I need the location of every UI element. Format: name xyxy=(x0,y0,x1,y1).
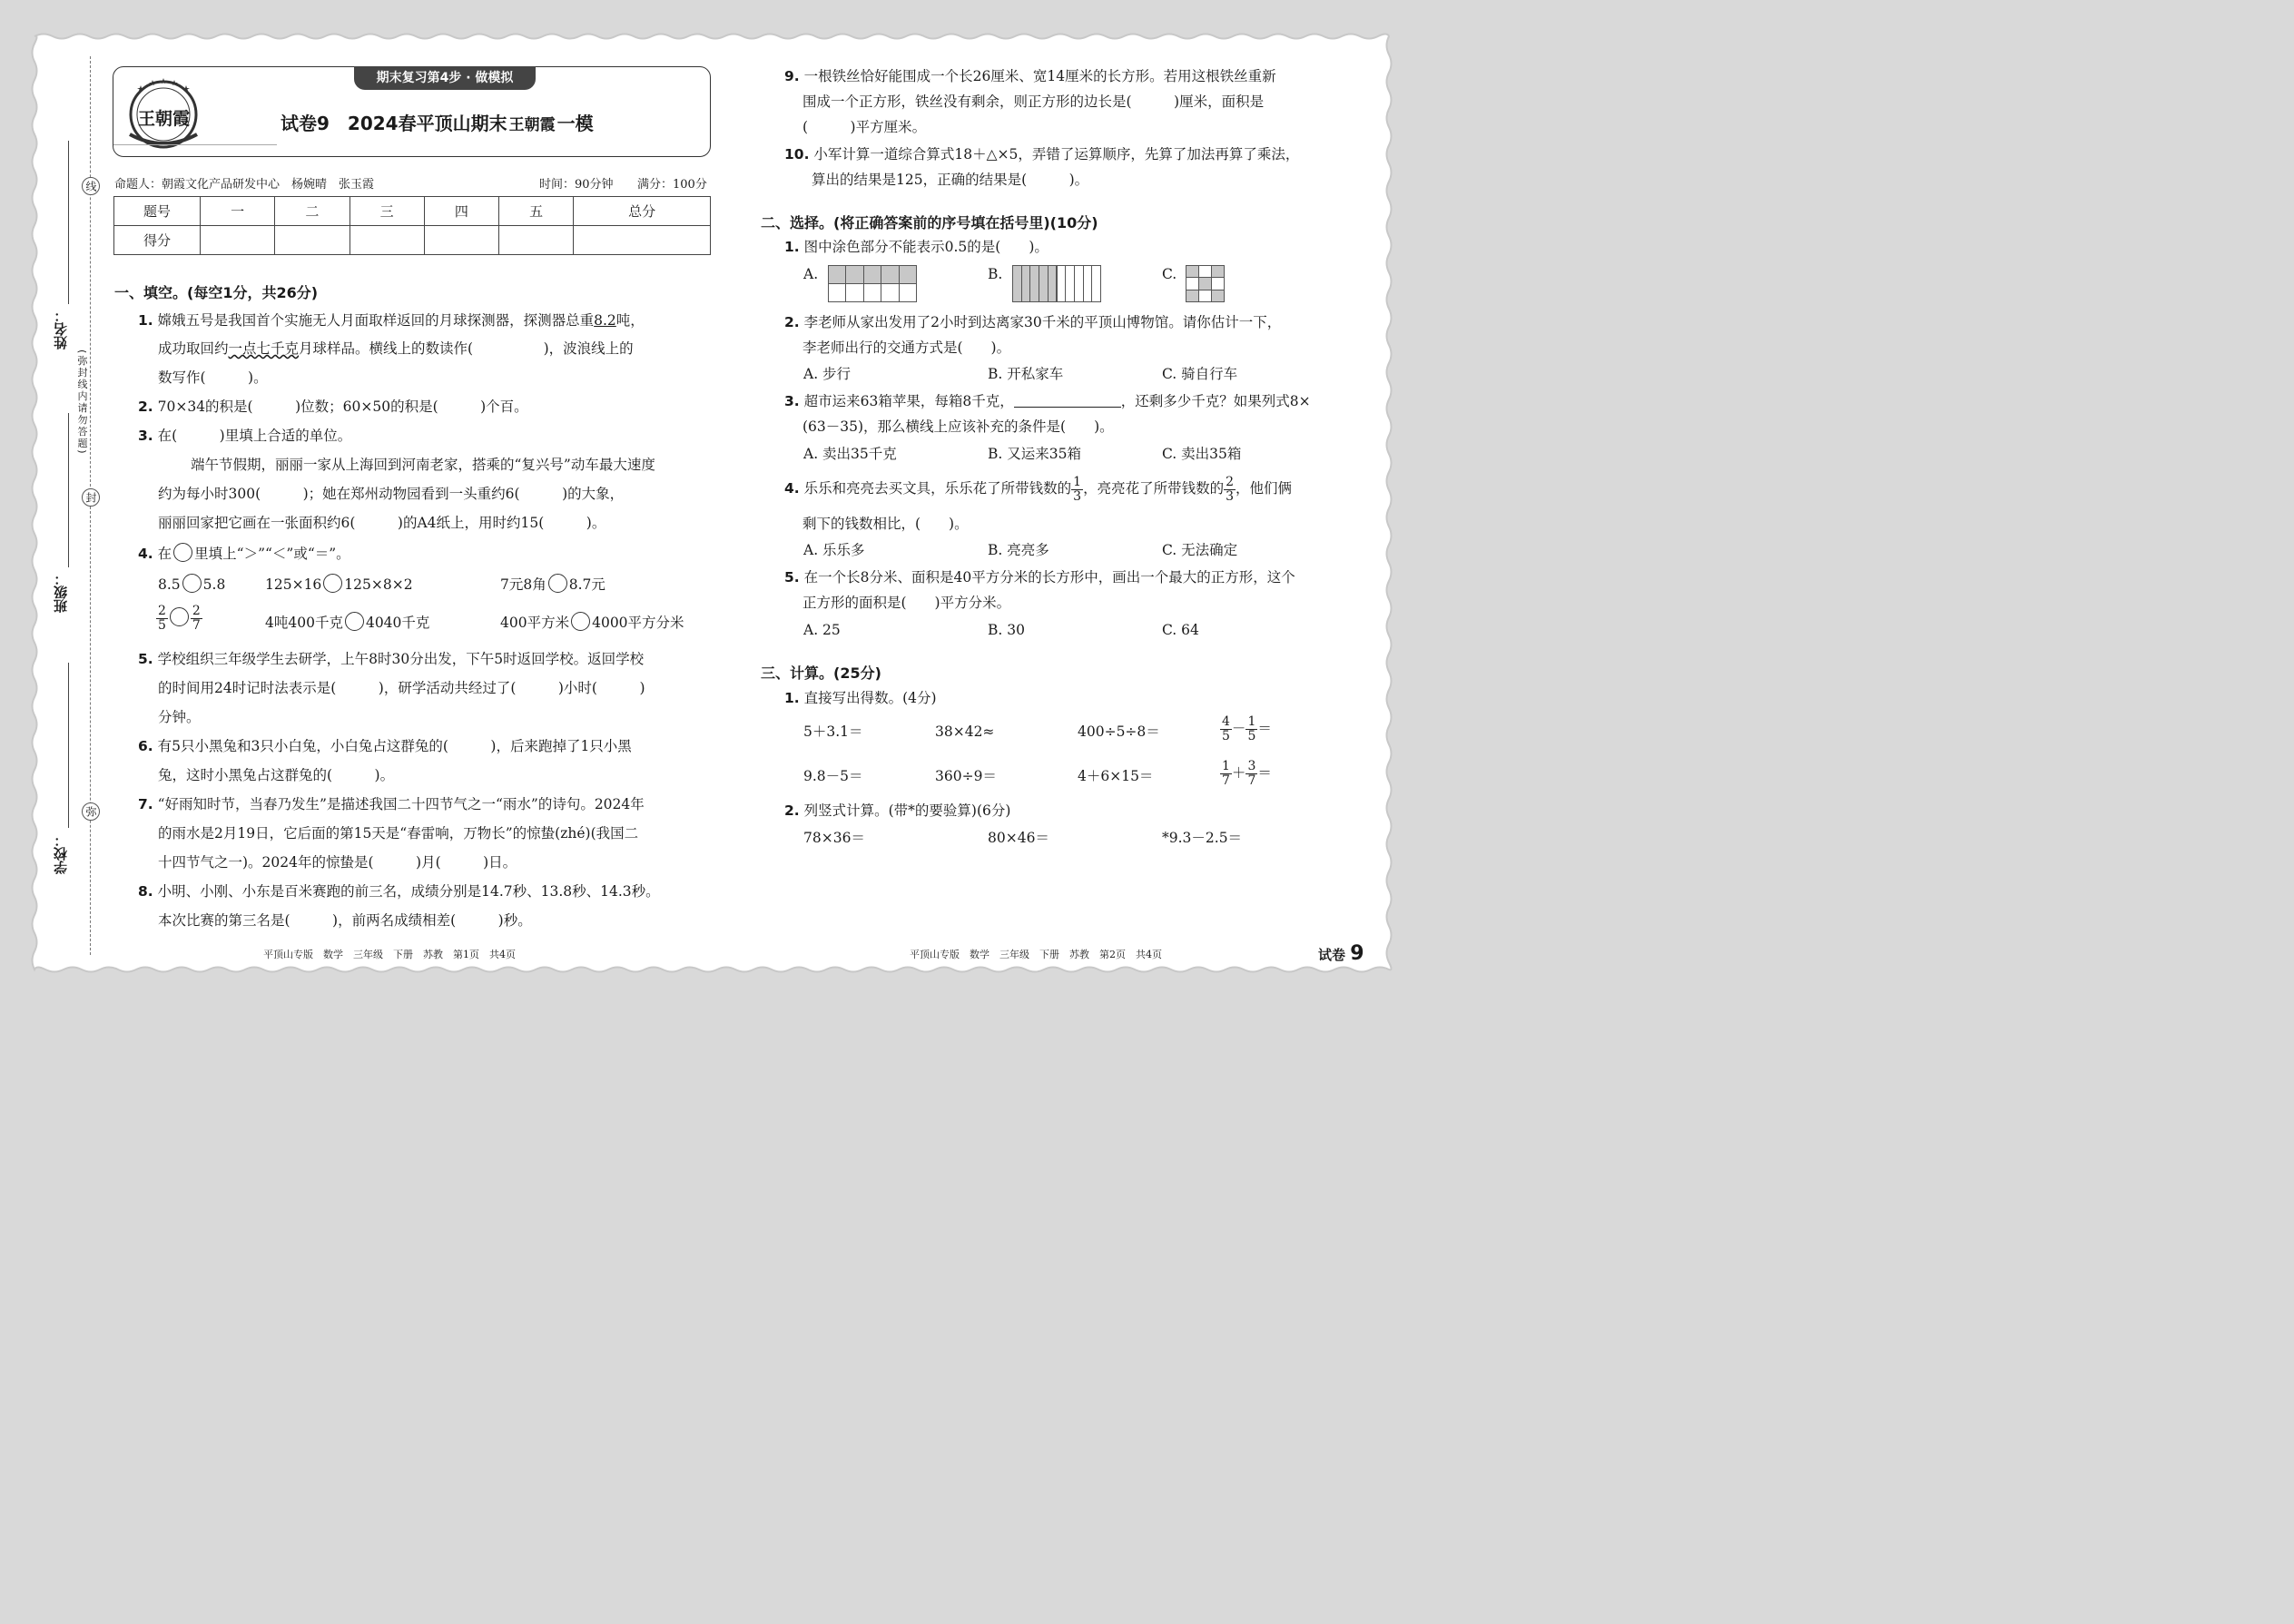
grid-cell xyxy=(899,283,917,302)
compare-circle-icon[interactable] xyxy=(548,574,567,593)
compare-4 xyxy=(156,605,202,633)
grid-cell xyxy=(899,265,917,284)
grid-cell xyxy=(881,265,899,284)
compare-circle-icon[interactable] xyxy=(182,574,202,593)
option[interactable]: C. 64 xyxy=(1162,622,1199,638)
s1-q1-line3: 数写作( )。 xyxy=(158,369,268,386)
grid-cell xyxy=(1186,277,1199,290)
score-row-label: 得分 xyxy=(114,226,201,255)
grid-cell xyxy=(1211,290,1225,302)
fraction: $\frac{1}{3}$ xyxy=(1073,474,1082,504)
grid-cell xyxy=(1186,290,1199,302)
exam-page xyxy=(0,0,1423,1008)
s1-q3-line4: 丽丽回家把它画在一张面积约6( )的A4纸上，用时约15( )。 xyxy=(158,515,606,531)
name-blank-line[interactable] xyxy=(68,141,69,304)
score-cell[interactable] xyxy=(201,226,275,255)
s1-q3-line1: 3. 在( )里填上合适的单位。 xyxy=(138,428,352,444)
s1-q2: 2. 70×34的积是( )位数；60×50的积是( )个百。 xyxy=(138,399,528,415)
grid-cell xyxy=(1211,265,1225,278)
s2-q1: 1. 图中涂色部分不能表示0.5的是( )。 xyxy=(784,239,1049,255)
score-cell[interactable] xyxy=(499,226,574,255)
exam-title: 试卷9 2024春平顶山期末 王朝霞 一模 xyxy=(281,113,594,134)
s2-q1-option-c-label[interactable]: C. xyxy=(1162,266,1177,282)
school-label: 学校： xyxy=(53,833,69,874)
binding-xian-mark: 线 xyxy=(82,177,100,195)
fraction: $\frac{2}{5}$ xyxy=(158,604,166,633)
grid-cell xyxy=(828,265,846,284)
compare-circle-icon xyxy=(173,543,192,562)
fraction: $\frac{2}{3}$ xyxy=(1226,474,1234,504)
s1-q1-line1: 1. 嫦娥五号是我国首个实施无人月面取样返回的月球探测器，探测器总重8.2吨， xyxy=(138,312,645,329)
name-label: 姓名： xyxy=(53,309,69,349)
section-2-title: 二、选择。(将正确答案前的序号填在括号里)(10分) xyxy=(761,214,1098,231)
banner-stripes xyxy=(113,144,277,156)
s2-q5-line2: 正方形的面积是( )平方分米。 xyxy=(802,595,1011,611)
calc-item-fraction: $\frac{1}{7}$ ＋ $\frac{3}{7}$ ＝ xyxy=(1222,759,1272,788)
s1-q3-line3: 约为每小时300( )；她在郑州动物园看到一头重约6( )的大象， xyxy=(158,486,625,502)
s1-q1-line2: 成功取回约一点七千克月球样品。横线上的数读作( )，波浪线上的 xyxy=(158,340,634,357)
grid-cell xyxy=(845,283,863,302)
score-cell[interactable] xyxy=(424,226,498,255)
option[interactable]: A. 步行 xyxy=(803,366,852,382)
option[interactable]: A. 卖出35千克 xyxy=(803,446,897,462)
option[interactable]: A. 25 xyxy=(803,622,841,638)
option[interactable]: B. 开私家车 xyxy=(988,366,1064,382)
s1-q5-line2: 的时间用24时记时法表示是( )，研学活动共经过了( )小时( ) xyxy=(158,680,645,696)
s1-q10-line2: 算出的结果是125，正确的结果是( )。 xyxy=(812,172,1089,188)
grid-cell xyxy=(845,265,863,284)
s1-q9-line3: ( )平方厘米。 xyxy=(802,119,927,135)
s1-q5-line3: 分钟。 xyxy=(158,709,201,725)
title-banner xyxy=(113,66,711,157)
s1-q10-line1: 10. 小军计算一道综合算式18＋△×5，弄错了运算顺序，先算了加法再算了乘法， xyxy=(784,146,1300,162)
s1-q7-line1: 7. “好雨知时节，当春乃发生”是描述我国二十四节气之一“雨水”的诗句。2024年 xyxy=(138,796,645,812)
grid-cell xyxy=(863,283,881,302)
footer-left: 平顶山专版 数学 三年级 下册 苏教 第1页 共4页 xyxy=(263,949,516,960)
grid-cell xyxy=(1211,277,1225,290)
binding-feng-mark: 封 xyxy=(82,488,100,507)
option[interactable]: B. 亮亮多 xyxy=(988,542,1049,558)
score-cell[interactable] xyxy=(574,226,711,255)
grid-cell xyxy=(828,283,846,302)
s2-q4-line1: 4. 乐乐和亮亮去买文具，乐乐花了所带钱数的 $\frac{1}{3}$ ，亮亮花了所带钱数的 $\frac{2}{3}$ ，他们俩 xyxy=(784,474,1293,504)
section-1-title: 一、填空。(每空1分，共26分) xyxy=(114,284,319,301)
calc-item-fraction: $\frac{4}{5}$ － $\frac{1}{5}$ ＝ xyxy=(1222,714,1272,743)
fraction: $\frac{2}{7}$ xyxy=(192,604,201,633)
grid-cell xyxy=(1186,265,1199,278)
score-table-header-row xyxy=(114,197,711,226)
review-step-tab: 期末复习第4步 · 做模拟 xyxy=(354,66,536,90)
s1-q9-line2: 围成一个正方形，铁丝没有剩余，则正方形的边长是( )厘米，面积是 xyxy=(802,94,1265,110)
s1-q7-line2: 的雨水是2月19日，它后面的第15天是“春雷响，万物长”的惊蛰(zhé)(我国二 xyxy=(158,825,639,842)
author-line: 命题人：朝霞文化产品研发中心 杨婉晴 张玉霞 xyxy=(114,178,375,192)
s2-q3-line2: (63－35)，那么横线上应该补充的条件是( )。 xyxy=(802,418,1114,435)
s1-q4: 4. 在 里填上“＞”“＜”或“＝”。 xyxy=(138,543,350,563)
option[interactable]: C. 骑自行车 xyxy=(1162,366,1238,382)
binding-note: (弥封线内请勿答题) xyxy=(76,349,88,456)
wangzhaoxia-logo xyxy=(123,73,204,151)
brand-name: 王朝霞 xyxy=(508,116,556,134)
grid-cell xyxy=(863,265,881,284)
grid-cell xyxy=(1198,277,1212,290)
compare-5: 4吨400千克 4040千克 xyxy=(265,612,429,632)
compare-2: 125×16 125×8×2 xyxy=(265,574,413,594)
s2-q3-line1: 3. 超市运来63箱苹果，每箱8千克， ，还剩多少千克？如果列式8× xyxy=(784,393,1311,409)
footer-right: 平顶山专版 数学 三年级 下册 苏教 第2页 共4页 xyxy=(910,949,1162,960)
calc-item: *9.3－2.5＝ xyxy=(1162,830,1243,846)
s1-q7-line3: 十四节气之一)。2024年的惊蛰是( )月( )日。 xyxy=(158,854,517,871)
option[interactable]: A. 乐乐多 xyxy=(803,542,865,558)
s2-q4-line2: 剩下的钱数相比，( )。 xyxy=(802,516,969,532)
s2-q5-line1: 5. 在一个长8分米、面积是40平方分米的长方形中，画出一个最大的正方形，这个 xyxy=(784,569,1295,586)
s2-q2-line2: 李老师出行的交通方式是( )。 xyxy=(802,340,1011,356)
compare-circle-icon[interactable] xyxy=(345,612,364,631)
s1-q8-line2: 本次比赛的第三名是( )，前两名成绩相差( )秒。 xyxy=(158,912,532,929)
grid-cell xyxy=(1091,265,1101,302)
compare-6: 400平方米 4000平方分米 xyxy=(500,612,684,632)
s2-q2-line1: 2. 李老师从家出发用了2小时到达离家30千米的平顶山博物馆。请你估计一下， xyxy=(784,314,1282,330)
exam-tag: 试卷 9 xyxy=(1318,942,1364,965)
grid-cell xyxy=(881,283,899,302)
calc-item: 9.8－5＝ xyxy=(803,768,863,784)
score-cell[interactable] xyxy=(350,226,424,255)
s2-q1-option-a-label[interactable]: A. xyxy=(803,266,819,282)
time-limit: 时间：90分钟 xyxy=(539,178,614,192)
s1-q6-line1: 6. 有5只小黑兔和3只小白兔，小白兔占这群兔的( )，后来跑掉了1只小黑 xyxy=(138,738,632,754)
compare-3: 7元8角 8.7元 xyxy=(500,574,605,594)
score-header-cell: 二 xyxy=(275,197,350,226)
shaded-grid-a xyxy=(828,265,916,301)
calc-item: 360÷9＝ xyxy=(935,768,997,784)
calc-item: 5＋3.1＝ xyxy=(803,723,863,740)
score-table-score-row xyxy=(114,226,711,255)
calc-item: 78×36＝ xyxy=(803,830,865,846)
score-header-cell: 总分 xyxy=(574,197,711,226)
s1-q8-line1: 8. 小明、小刚、小东是百米赛跑的前三名，成绩分别是14.7秒、13.8秒、14.3秒。 xyxy=(138,883,660,900)
score-header-cell: 五 xyxy=(499,197,574,226)
compare-1: 8.5 5.8 xyxy=(158,574,225,594)
answer-blank[interactable] xyxy=(1014,392,1121,408)
s1-q6-line2: 兔，这时小黑兔占这群兔的( )。 xyxy=(158,767,395,783)
grid-cell xyxy=(1198,265,1212,278)
s3-q2: 2. 列竖式计算。(带*的要验算)(6分) xyxy=(784,802,1011,819)
score-header-cell: 题号 xyxy=(114,197,201,226)
option[interactable]: B. 30 xyxy=(988,622,1025,638)
s3-q1: 1. 直接写出得数。(4分) xyxy=(784,690,937,706)
full-score: 满分：100分 xyxy=(637,178,707,192)
school-blank-line[interactable] xyxy=(68,663,69,828)
class-blank-line[interactable] xyxy=(68,413,69,567)
compare-circle-icon[interactable] xyxy=(170,607,189,626)
calc-item: 4＋6×15＝ xyxy=(1078,768,1154,784)
score-cell[interactable] xyxy=(275,226,350,255)
class-label: 班级： xyxy=(53,572,69,613)
score-header-cell: 一 xyxy=(201,197,275,226)
compare-circle-icon[interactable] xyxy=(571,612,590,631)
calc-item: 38×42≈ xyxy=(935,723,995,740)
compare-circle-icon[interactable] xyxy=(323,574,342,593)
option[interactable]: C. 卖出35箱 xyxy=(1162,446,1242,462)
score-header-cell: 四 xyxy=(424,197,498,226)
option[interactable]: C. 无法确定 xyxy=(1162,542,1238,558)
s1-q5-line1: 5. 学校组织三年级学生去研学，上午8时30分出发，下午5时返回学校。返回学校 xyxy=(138,651,645,667)
shaded-grid-c xyxy=(1186,265,1224,301)
binding-mi-mark: 弥 xyxy=(82,802,100,821)
option[interactable]: B. 又运来35箱 xyxy=(988,446,1081,462)
calc-item: 80×46＝ xyxy=(988,830,1049,846)
s2-q1-option-b-label[interactable]: B. xyxy=(988,266,1003,282)
score-table xyxy=(113,196,711,255)
shaded-grid-b xyxy=(1012,265,1100,301)
score-header-cell: 三 xyxy=(350,197,424,226)
s1-q9-line1: 9. 一根铁丝恰好能围成一个长26厘米、宽14厘米的长方形。若用这根铁丝重新 xyxy=(784,68,1276,84)
logo-text: 王朝霞 xyxy=(138,109,191,129)
section-3-title: 三、计算。(25分) xyxy=(761,664,881,682)
grid-cell xyxy=(1198,290,1212,302)
calc-item: 400÷5÷8＝ xyxy=(1078,723,1160,740)
s1-q3-line2: 端午节假期，丽丽一家从上海回到河南老家，搭乘的“复兴号”动车最大速度 xyxy=(191,457,655,473)
